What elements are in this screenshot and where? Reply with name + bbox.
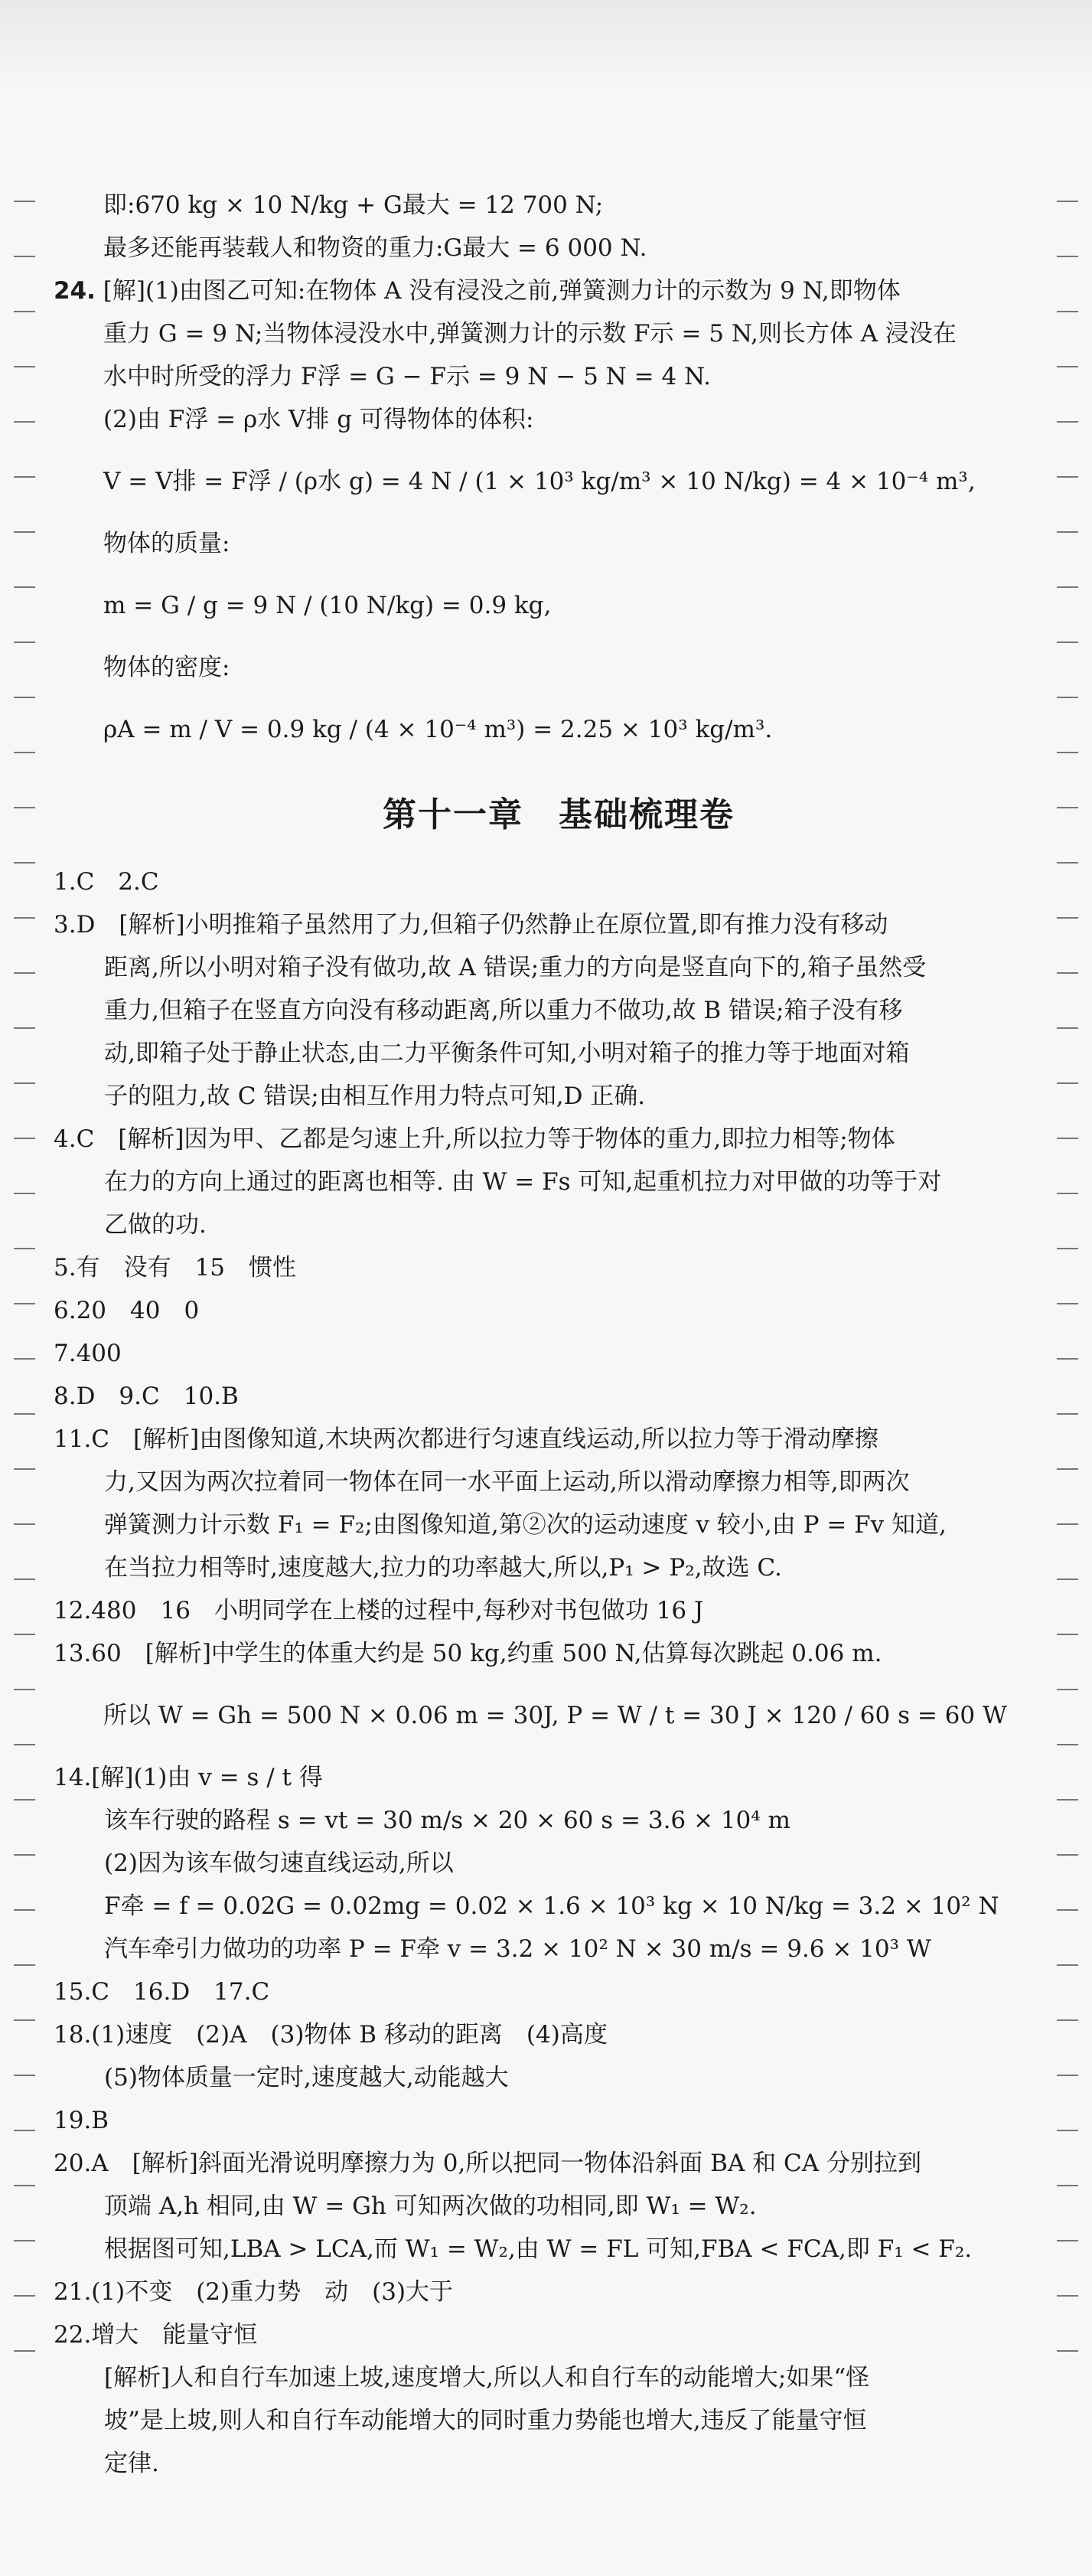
answer-line: 6.20 40 0 xyxy=(54,1297,200,1324)
text-line: 物体的质量: xyxy=(103,530,230,557)
answer-line: 距离,所以小明对箱子没有做功,故 A 错误;重力的方向是竖直向下的,箱子虽然受 xyxy=(104,954,927,981)
answer-line: 19.B xyxy=(54,2107,109,2134)
answer-line: 定律. xyxy=(104,2450,159,2477)
formula-volume: V = V排 = F浮 / (ρ水 g) = 4 N / (1 × 10³ kg/m³ × 10 N/kg) = 4 × 10⁻⁴ m³, xyxy=(103,468,976,495)
answer-line: 12.480 16 小明同学在上楼的过程中,每秒对书包做功 16 J xyxy=(54,1597,704,1624)
answer-line: 13.60 [解析]中学生的体重大约是 50 kg,约重 500 N,估算每次跳起 0.06 m. xyxy=(54,1640,882,1667)
answer-line: 5.有 没有 15 惯性 xyxy=(54,1254,297,1281)
answer-line: 3.D [解析]小明推箱子虽然用了力,但箱子仍然静止在原位置,即有推力没有移动 xyxy=(54,911,888,939)
answer-line: 坡”是上坡,则人和自行车动能增大的同时重力势能也增大,违反了能量守恒 xyxy=(104,2407,867,2434)
text-line: [解](1)由图乙可知:在物体 A 没有浸没之前,弹簧测力计的示数为 9 N,即物体 xyxy=(103,277,901,305)
answer-line: 11.C [解析]由图像知道,木块两次都进行匀速直线运动,所以拉力等于滑动摩擦 xyxy=(54,1425,878,1453)
formula-density: ρA = m / V = 0.9 kg / (4 × 10⁻⁴ m³) = 2.25 × 10³ kg/m³. xyxy=(103,716,773,743)
answer-line: 21.(1)不变 (2)重力势 动 (3)大于 xyxy=(54,2278,454,2306)
answer-line: 20.A [解析]斜面光滑说明摩擦力为 0,所以把同一物体沿斜面 BA 和 CA 分别拉到 xyxy=(54,2150,921,2177)
question-number: 24. xyxy=(54,277,96,305)
answer-line: 15.C 16.D 17.C xyxy=(54,1978,270,2006)
answer-line: 该车行驶的路程 s = vt = 30 m/s × 20 × 60 s = 3.6 × 10⁴ m xyxy=(104,1807,790,1834)
answer-line: 子的阻力,故 C 错误;由相互作用力特点可知,D 正确. xyxy=(104,1082,646,1110)
answer-line: 在力的方向上通过的距离也相等. 由 W = Fs 可知,起重机拉力对甲做的功等于对 xyxy=(104,1168,942,1196)
answer-line: [解析]人和自行车加速上坡,速度增大,所以人和自行车的动能增大;如果“怪 xyxy=(104,2364,870,2392)
text-line: 水中时所受的浮力 F浮 = G − F示 = 9 N − 5 N = 4 N. xyxy=(103,363,712,390)
answer-line: (2)因为该车做匀速直线运动,所以 xyxy=(104,1850,454,1877)
answer-line: (5)物体质量一定时,速度越大,动能越大 xyxy=(104,2064,509,2091)
chapter-title: 第十一章 基础梳理卷 xyxy=(383,795,735,834)
answer-content xyxy=(54,184,1064,2485)
formula-work-power: 所以 W = Gh = 500 N × 0.06 m = 30J, P = W / t = 30 J × 120 / 60 s = 60 W xyxy=(103,1702,1007,1729)
answer-line: 22.增大 能量守恒 xyxy=(54,2321,258,2349)
text-line: (2)由 F浮 = ρ水 V排 g 可得物体的体积: xyxy=(103,406,534,433)
formula-mass: m = G / g = 9 N / (10 N/kg) = 0.9 kg, xyxy=(103,592,552,619)
answer-line: F牵 = f = 0.02G = 0.02mg = 0.02 × 1.6 × 10³ kg × 10 N/kg = 3.2 × 10² N xyxy=(104,1892,999,1920)
answer-line: 18.(1)速度 (2)A (3)物体 B 移动的距离 (4)高度 xyxy=(54,2021,608,2049)
answer-line: 汽车牵引力做功的功率 P = F牵 v = 3.2 × 10² N × 30 m/s = 9.6 × 10³ W xyxy=(104,1935,931,1963)
answer-line: 在当拉力相等时,速度越大,拉力的功率越大,所以,P₁ > P₂,故选 C. xyxy=(104,1554,782,1582)
answer-line: 动,即箱子处于静止状态,由二力平衡条件可知,小明对箱子的推力等于地面对箱 xyxy=(104,1040,910,1067)
answer-line: 8.D 9.C 10.B xyxy=(54,1383,239,1410)
answer-line: 1.C 2.C xyxy=(54,868,159,896)
answer-line: 7.400 xyxy=(54,1340,122,1367)
text-line: 最多还能再装载人和物资的重力:G最大 = 6 000 N. xyxy=(103,234,647,262)
text-line: 重力 G = 9 N;当物体浸没水中,弹簧测力计的示数 F示 = 5 N,则长方体 A 浸没在 xyxy=(103,320,957,348)
answer-line: 根据图可知,LBA > LCA,而 W₁ = W₂,由 W = FL 可知,FBA < FCA,即 F₁ < F₂. xyxy=(104,2235,973,2263)
answer-line: 乙做的功. xyxy=(104,1211,207,1239)
text-line: 即:670 kg × 10 N/kg + G最大 = 12 700 N; xyxy=(103,191,604,219)
top-shadow xyxy=(0,0,1092,92)
answer-line: 力,又因为两次拉着同一物体在同一水平面上运动,所以滑动摩擦力相等,即两次 xyxy=(104,1468,910,1496)
question-24 xyxy=(54,269,1064,312)
answer-line: 4.C [解析]因为甲、乙都是匀速上升,所以拉力等于物体的重力,即拉力相等;物体 xyxy=(54,1125,895,1153)
answer-line: 重力,但箱子在竖直方向没有移动距离,所以重力不做功,故 B 错误;箱子没有移 xyxy=(104,997,903,1024)
answer-line: 顶端 A,h 相同,由 W = Gh 可知两次做的功相同,即 W₁ = W₂. xyxy=(104,2192,757,2220)
answer-line: 弹簧测力计示数 F₁ = F₂;由图像知道,第②次的运动速度 v 较小,由 P = Fv 知道, xyxy=(104,1511,947,1539)
answer-line: 14.[解](1)由 v = s / t 得 xyxy=(54,1764,323,1791)
left-binding-marks xyxy=(14,184,35,2396)
text-line: 物体的密度: xyxy=(103,654,230,681)
